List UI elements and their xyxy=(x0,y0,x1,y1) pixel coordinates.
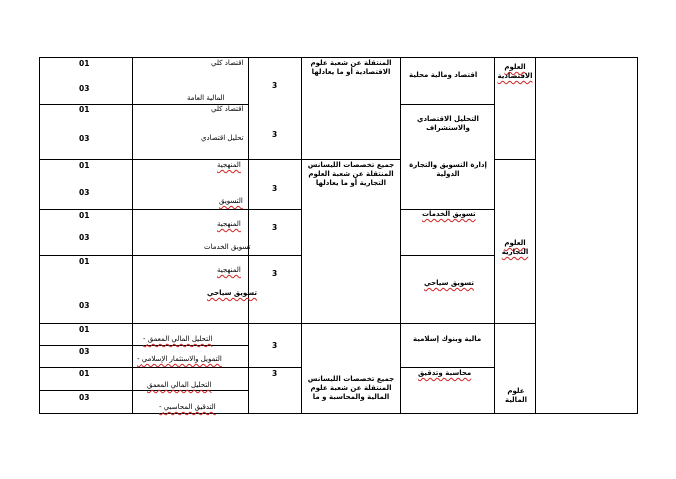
level-value: 01 xyxy=(79,105,90,114)
specialty-name: اقتصاد ومالية محلية xyxy=(409,71,478,79)
column-line xyxy=(301,57,302,414)
coefficient-value: 3 xyxy=(272,130,278,139)
eligible-licences: جميع تخصصات الليسانس المنتقلة عن شعبة علوم المالية والمحاسبة و ما xyxy=(307,375,395,401)
level-value: 01 xyxy=(79,257,90,266)
module-name: التسويق xyxy=(219,197,243,205)
module-name: اقتصاد كلي xyxy=(211,105,244,113)
requirements-table xyxy=(39,57,638,414)
coefficient-value: 3 xyxy=(272,184,278,193)
coefficient-value: 3 xyxy=(272,81,278,90)
level-value: 01 xyxy=(79,59,90,68)
group-line xyxy=(39,323,536,324)
field-name: العلوم الاقتصادية xyxy=(497,63,533,80)
module-name: المنهجية xyxy=(217,266,241,274)
group-line xyxy=(400,104,495,105)
table-border-top xyxy=(39,57,638,58)
level-value: 01 xyxy=(79,369,90,378)
level-value: 01 xyxy=(79,211,90,220)
column-line xyxy=(494,57,495,414)
table-border-bottom xyxy=(39,413,638,414)
level-value: 03 xyxy=(79,233,90,242)
level-value: 03 xyxy=(79,393,90,402)
column-line xyxy=(535,57,536,414)
module-name: تسويق الخدمات xyxy=(204,243,251,251)
level-value: 03 xyxy=(79,134,90,143)
coefficient-value: 3 xyxy=(272,269,278,278)
group-line xyxy=(39,159,401,160)
specialty-name: تسويق الخدمات xyxy=(422,210,476,218)
row-line xyxy=(39,255,302,256)
specialty-name: مالية وبنوك إسلامية xyxy=(413,335,482,343)
coefficient-value: 3 xyxy=(272,341,278,350)
row-line xyxy=(39,345,249,346)
level-value: 03 xyxy=(79,188,90,197)
column-line xyxy=(400,57,401,414)
table-border-left xyxy=(39,57,40,414)
row-line xyxy=(39,390,249,391)
field-name: العلوم التجارية xyxy=(501,239,529,256)
module-name: اقتصاد كلي xyxy=(211,59,244,67)
group-line xyxy=(39,367,302,368)
coefficient-value: 3 xyxy=(272,223,278,232)
column-line xyxy=(248,57,249,414)
specialty-name: إدارة التسويق والتجارة الدولية xyxy=(409,161,487,178)
specialty-name: التحليل الاقتصادي والاستشراف xyxy=(417,115,479,132)
specialty-name: محاسبة وتدقيق xyxy=(418,369,472,377)
level-value: 03 xyxy=(79,347,90,356)
row-line xyxy=(400,255,495,256)
field-name: علوم المالية xyxy=(504,387,528,404)
level-value: 01 xyxy=(79,325,90,334)
coefficient-value: 3 xyxy=(272,369,278,378)
level-value: 03 xyxy=(79,301,90,310)
module-name: المنهجية xyxy=(217,161,241,169)
table-border-right xyxy=(637,57,638,414)
eligible-licences: جميع تخصصات الليسانس المنتقلة عن شعبة العلوم التجارية أو ما يعادلها xyxy=(307,161,395,187)
group-line xyxy=(400,367,495,368)
level-value: 03 xyxy=(79,84,90,93)
module-name: - التدقيق المحاسبي xyxy=(159,403,216,411)
module-name: تحليل اقتصادي xyxy=(201,134,244,142)
specialty-name: تسويق سياحي xyxy=(424,279,475,287)
module-name: - التحليل المالي المعمق xyxy=(143,335,213,343)
column-line xyxy=(132,57,133,414)
group-line xyxy=(494,159,536,160)
eligible-licences: المنتقلة عن شعبة علوم الاقتصادية أو ما يعادلها xyxy=(310,59,392,76)
module-name: - التمويل والاستثمار الإسلامي xyxy=(137,355,222,363)
row-line xyxy=(39,209,302,210)
module-name: التحليل المالي المعمق xyxy=(147,381,212,389)
module-name: المنهجية xyxy=(217,220,241,228)
module-name: المالية العامة xyxy=(187,94,225,102)
module-name: تسويق سياحي xyxy=(207,289,258,297)
level-value: 01 xyxy=(79,161,90,170)
